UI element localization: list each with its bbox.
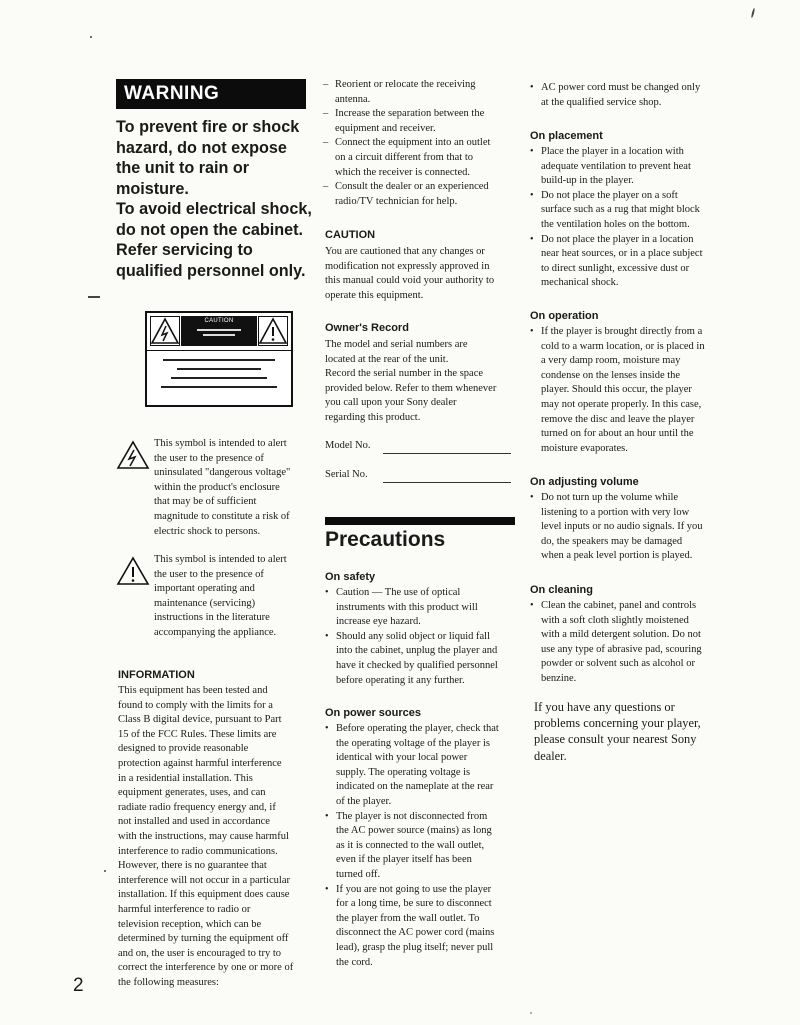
precautions-title: Precautions: [325, 528, 446, 551]
list-item-line: Reorient or relocate the receiving: [335, 79, 476, 90]
symbol-note-line: electric shock to persons.: [154, 525, 261, 537]
warning-line: qualified personnel only.: [116, 261, 306, 280]
closing-line: If you have any questions or: [534, 700, 675, 714]
list-item-line: Clean the cabinet, panel and controls: [541, 600, 697, 611]
list-item-line: adequate ventilation to prevent heat: [541, 160, 691, 172]
list-item-line: do, the speakers may be damaged: [541, 535, 683, 547]
information-line: and on, the user is encouraged to try to: [118, 947, 281, 959]
closing-note: [534, 699, 724, 764]
list-item-line: Do not turn up the volume while: [541, 492, 679, 503]
caution-label-text-line: [163, 359, 275, 361]
bullet-marker: •: [530, 82, 534, 93]
symbol-note-line: instructions in the literature: [154, 612, 270, 624]
information-line: harmful interference to radio or: [118, 903, 251, 915]
caution-line: modification not expressly approved in: [325, 260, 490, 272]
warning-line: moisture.: [116, 179, 189, 198]
symbol-note-line: within the product's enclosure: [154, 481, 280, 493]
caution-line: this manual could void your authority to: [325, 275, 495, 287]
list-item-line: have it checked by qualified personnel: [336, 659, 498, 671]
list-item-line: level inputs or no audio signals. If you: [541, 521, 703, 533]
list-item-line: indicated on the nameplate at the rear: [336, 781, 494, 793]
information-line: not installed and used in accordance: [118, 816, 270, 828]
model-number-label: Model No.: [325, 440, 371, 451]
symbol-note-line: uninsulated "dangerous voltage": [154, 467, 291, 479]
information-line: Class B digital device, pursuant to Part: [118, 714, 282, 726]
list-item-line: the ventilation holes on the bottom.: [541, 218, 690, 230]
owners-record-line: located at the rear of the unit.: [325, 353, 449, 365]
list-item-line: player. Should this occur, the player: [541, 384, 692, 396]
caution-label-header: [147, 313, 291, 351]
caution-line: operate this equipment.: [325, 289, 424, 301]
list-item-line: as it is connected to the wall outlet,: [336, 839, 485, 851]
caution-heading: CAUTION: [325, 229, 376, 241]
list-item-line: Caution — The use of optical: [336, 587, 461, 598]
list-item-line: turned off.: [336, 868, 381, 880]
list-item-line: radio/TV technician for help.: [335, 195, 458, 207]
information-line: radiate radio frequency energy and, if: [118, 801, 276, 813]
caution-label-title-box: [181, 316, 257, 346]
caution-line: You are cautioned that any changes or: [325, 246, 485, 257]
bullet-marker: •: [325, 587, 329, 598]
list-item-line: Do not place the player in a location: [541, 233, 694, 245]
list-item-line: instruments with this product will: [336, 601, 478, 613]
caution-label-image: [145, 311, 293, 407]
list-item-line: the cord.: [336, 956, 373, 968]
dash-marker: –: [323, 137, 329, 149]
warning-line: Refer servicing to: [116, 241, 253, 259]
lightning-warning-icon: [150, 316, 180, 346]
on-cleaning-list: [530, 599, 726, 687]
list-item-line: supply. The operating voltage is: [336, 766, 471, 778]
list-item-line: Connect the equipment into an outlet: [335, 137, 491, 149]
information-line: protection against harmful interference: [118, 757, 282, 769]
closing-line: please consult your nearest Sony: [534, 732, 697, 747]
information-line: correct the interference by one or more of: [118, 962, 294, 974]
list-item-line: condense on the lenses inside the: [541, 369, 681, 381]
model-number-blank-line: [383, 453, 511, 454]
information-line: However, there is no guarantee that: [118, 860, 267, 872]
information-line: found to comply with the limits for a: [118, 699, 273, 711]
information-line: This equipment has been tested and: [118, 685, 268, 696]
owners-record-line: Record the serial number in the space: [325, 368, 484, 380]
exclamation-symbol-note: [116, 553, 316, 645]
list-item-line: Should any solid object or liquid fall: [336, 630, 490, 642]
information-heading: INFORMATION: [118, 669, 195, 681]
bullet-marker: •: [325, 630, 329, 642]
dash-marker: –: [323, 181, 329, 193]
list-item-line: the player from the wall outlet. To: [336, 912, 480, 924]
information-line: installation. If this equipment does cause: [118, 889, 290, 901]
information-line: equipment generates, uses, and can: [118, 787, 266, 799]
on-placement-list: [530, 145, 726, 291]
list-item-line: to direct sunlight, excessive dust or: [541, 262, 690, 274]
list-item-line: If the player is brought directly from a: [541, 326, 703, 337]
symbol-note-line: accompanying the appliance.: [154, 626, 277, 638]
serial-number-blank-line: [383, 482, 511, 483]
warning-line: To avoid electrical shock,: [116, 200, 312, 218]
warning-banner: [116, 79, 306, 109]
list-item-line: with a mild detergent solution. Do not: [541, 629, 701, 641]
list-item: [325, 883, 519, 971]
owners-record-heading: Owner's Record: [325, 322, 409, 334]
list-item-line: when a peak level portion is played.: [541, 550, 693, 562]
list-item-line: before operating it any further.: [336, 674, 465, 686]
list-item: [325, 630, 519, 688]
list-item: [530, 233, 726, 291]
list-item-line: identical with your local power: [336, 752, 468, 764]
list-item-line: disconnect the AC power cord (mains: [336, 927, 495, 939]
list-item-line: may not operate properly. In this case,: [541, 398, 702, 410]
information-line: determined by turning the equipment off: [118, 933, 289, 945]
list-item-line: use any type of abrasive pad, scouring: [541, 643, 702, 655]
exclamation-warning-icon: [258, 316, 288, 346]
information-line: designed to provide reasonable: [118, 743, 249, 755]
information-line: interference to radio communications.: [118, 845, 278, 857]
list-item-line: Before operating the player, check that: [336, 723, 499, 734]
ac-power-cord-note: [530, 81, 726, 110]
list-item-line: If you are not going to use the player: [336, 883, 492, 895]
information-line: the following measures:: [118, 976, 219, 988]
list-item-line: Consult the dealer or an experienced: [335, 181, 489, 193]
list-item-line: of the player.: [336, 795, 392, 807]
list-item-line: turned on for about an hour until the: [541, 428, 694, 440]
lightning-symbol-note: [116, 437, 316, 543]
symbol-note-line: maintenance (servicing): [154, 597, 256, 609]
on-operation-list: [530, 325, 726, 456]
warning-line: the unit to rain or: [116, 159, 250, 177]
list-item: [323, 180, 518, 209]
scan-mark: [88, 296, 100, 298]
list-item: [325, 586, 519, 630]
closing-line: dealer.: [534, 748, 567, 763]
list-item-line: antenna.: [335, 93, 371, 105]
owners-record-line: The model and serial numbers are: [325, 339, 468, 350]
symbol-note-line: important operating and: [154, 583, 255, 595]
symbol-note-line: This symbol is intended to alert: [154, 438, 287, 449]
dash-marker: –: [323, 79, 329, 90]
list-item-line: surface such as a rug that might block: [541, 204, 700, 216]
warning-text: [116, 117, 316, 281]
exclamation-warning-icon: [116, 556, 150, 586]
symbol-note-line: the user to the presence of: [154, 452, 264, 464]
on-operation-heading: On operation: [530, 310, 599, 322]
on-power-sources-heading: On power sources: [325, 707, 421, 719]
bullet-marker: •: [530, 189, 534, 201]
owners-record-body: [325, 338, 515, 426]
list-item: [530, 189, 726, 233]
information-line: in a residential installation. This: [118, 772, 253, 784]
interference-measures-list: [323, 78, 518, 209]
list-item-line: equipment and receiver.: [335, 122, 436, 134]
closing-line: problems concerning your player,: [534, 716, 701, 731]
list-item-line: into the cabinet, unplug the player and: [336, 645, 498, 657]
list-item-line: Increase the separation between the: [335, 108, 485, 120]
list-item: [323, 107, 518, 136]
caution-label-title: CAUTION: [204, 318, 234, 324]
bullet-marker: •: [530, 600, 534, 611]
information-line: television reception, which can be: [118, 918, 262, 930]
information-line: with the instructions, may cause harmful: [118, 830, 289, 842]
list-item-line: powder or solvent such as alcohol or: [541, 658, 695, 670]
owners-record-line: regarding this product.: [325, 411, 421, 423]
list-item-line: with a soft cloth slightly moistened: [541, 614, 689, 626]
bullet-marker: •: [325, 810, 329, 822]
scan-mark: [530, 1012, 532, 1014]
list-item-line: for a long time, be sure to disconnect: [336, 898, 492, 910]
page-number: 2: [73, 975, 84, 996]
warning-line: hazard, do not expose: [116, 138, 287, 157]
caution-body: [325, 245, 515, 303]
list-item: [323, 78, 518, 107]
list-item-line: which the receiver is connected.: [335, 166, 470, 178]
caution-label-text-line: [177, 368, 261, 370]
on-safety-heading: On safety: [325, 571, 376, 583]
precautions-title-bar: [325, 517, 515, 525]
symbol-note-line: the user to the presence of: [154, 568, 264, 580]
list-item-line: AC power cord must be changed only: [541, 82, 701, 93]
list-item: [530, 325, 726, 456]
list-item-line: listening to a portion with very low: [541, 506, 690, 518]
list-item: [323, 136, 518, 180]
bullet-marker: •: [325, 883, 329, 895]
on-safety-list: [325, 586, 519, 688]
list-item: [530, 81, 726, 110]
bullet-marker: •: [530, 233, 534, 245]
serial-number-label: Serial No.: [325, 469, 368, 480]
list-item-line: a very damp room, moisture may: [541, 355, 681, 367]
symbol-note-line: that may be of sufficient: [154, 496, 257, 508]
symbol-note-line: This symbol is intended to alert: [154, 554, 287, 565]
warning-line: To prevent fire or shock: [116, 118, 300, 136]
list-item-line: increase eye hazard.: [336, 616, 421, 628]
list-item-line: remove the disc and leave the player: [541, 413, 695, 425]
list-item-line: The player is not disconnected from: [336, 810, 488, 822]
list-item-line: near heat sources, or in a place subject: [541, 248, 703, 260]
lightning-warning-icon: [116, 440, 150, 470]
list-item-line: mechanical shock.: [541, 277, 619, 289]
list-item-line: cold to a warm location, or is placed in: [541, 340, 705, 352]
bullet-marker: •: [530, 326, 534, 337]
list-item-line: at the qualified service shop.: [541, 96, 662, 108]
bullet-marker: •: [325, 723, 329, 734]
list-item-line: Do not place the player on a soft: [541, 189, 678, 201]
bullet-marker: •: [530, 146, 534, 157]
on-adjusting-volume-heading: On adjusting volume: [530, 476, 639, 488]
scan-mark: [751, 8, 756, 18]
information-line: interference will not occur in a particular: [118, 874, 290, 886]
list-item-line: benzine.: [541, 672, 577, 684]
scan-mark: [90, 36, 92, 38]
owners-record-line: you call upon your Sony dealer: [325, 397, 457, 409]
list-item-line: the AC power source (mains) as long: [336, 825, 492, 837]
on-placement-heading: On placement: [530, 130, 603, 142]
list-item: [530, 599, 726, 687]
caution-label-text-line: [161, 386, 277, 388]
warning-line: do not open the cabinet.: [116, 220, 304, 239]
list-item-line: moisture evaporates.: [541, 442, 628, 454]
list-item: [325, 810, 519, 883]
list-item: [530, 491, 726, 564]
on-cleaning-heading: On cleaning: [530, 584, 593, 596]
on-power-sources-list: [325, 722, 519, 970]
dash-marker: –: [323, 108, 329, 120]
list-item-line: the operating voltage of the player is: [336, 737, 490, 749]
list-item: [530, 145, 726, 189]
list-item-line: build-up in the player.: [541, 175, 634, 187]
list-item-line: on a circuit different from that to: [335, 151, 474, 163]
list-item: [325, 722, 519, 810]
list-item-line: even if the player itself has been: [336, 854, 472, 866]
scan-mark: [104, 870, 106, 872]
list-item-line: lead), grasp the plug itself; never pull: [336, 941, 494, 953]
on-adjusting-volume-list: [530, 491, 726, 564]
bullet-marker: •: [530, 492, 534, 503]
caution-label-text-line: [171, 377, 267, 379]
symbol-note-line: magnitude to constitute a risk of: [154, 510, 290, 522]
owners-record-line: provided below. Refer to them whenever: [325, 382, 497, 394]
warning-banner-label: WARNING: [124, 83, 220, 104]
information-body: [118, 684, 314, 990]
list-item-line: Place the player in a location with: [541, 146, 684, 157]
information-line: 15 of the FCC Rules. These limits are: [118, 728, 277, 740]
